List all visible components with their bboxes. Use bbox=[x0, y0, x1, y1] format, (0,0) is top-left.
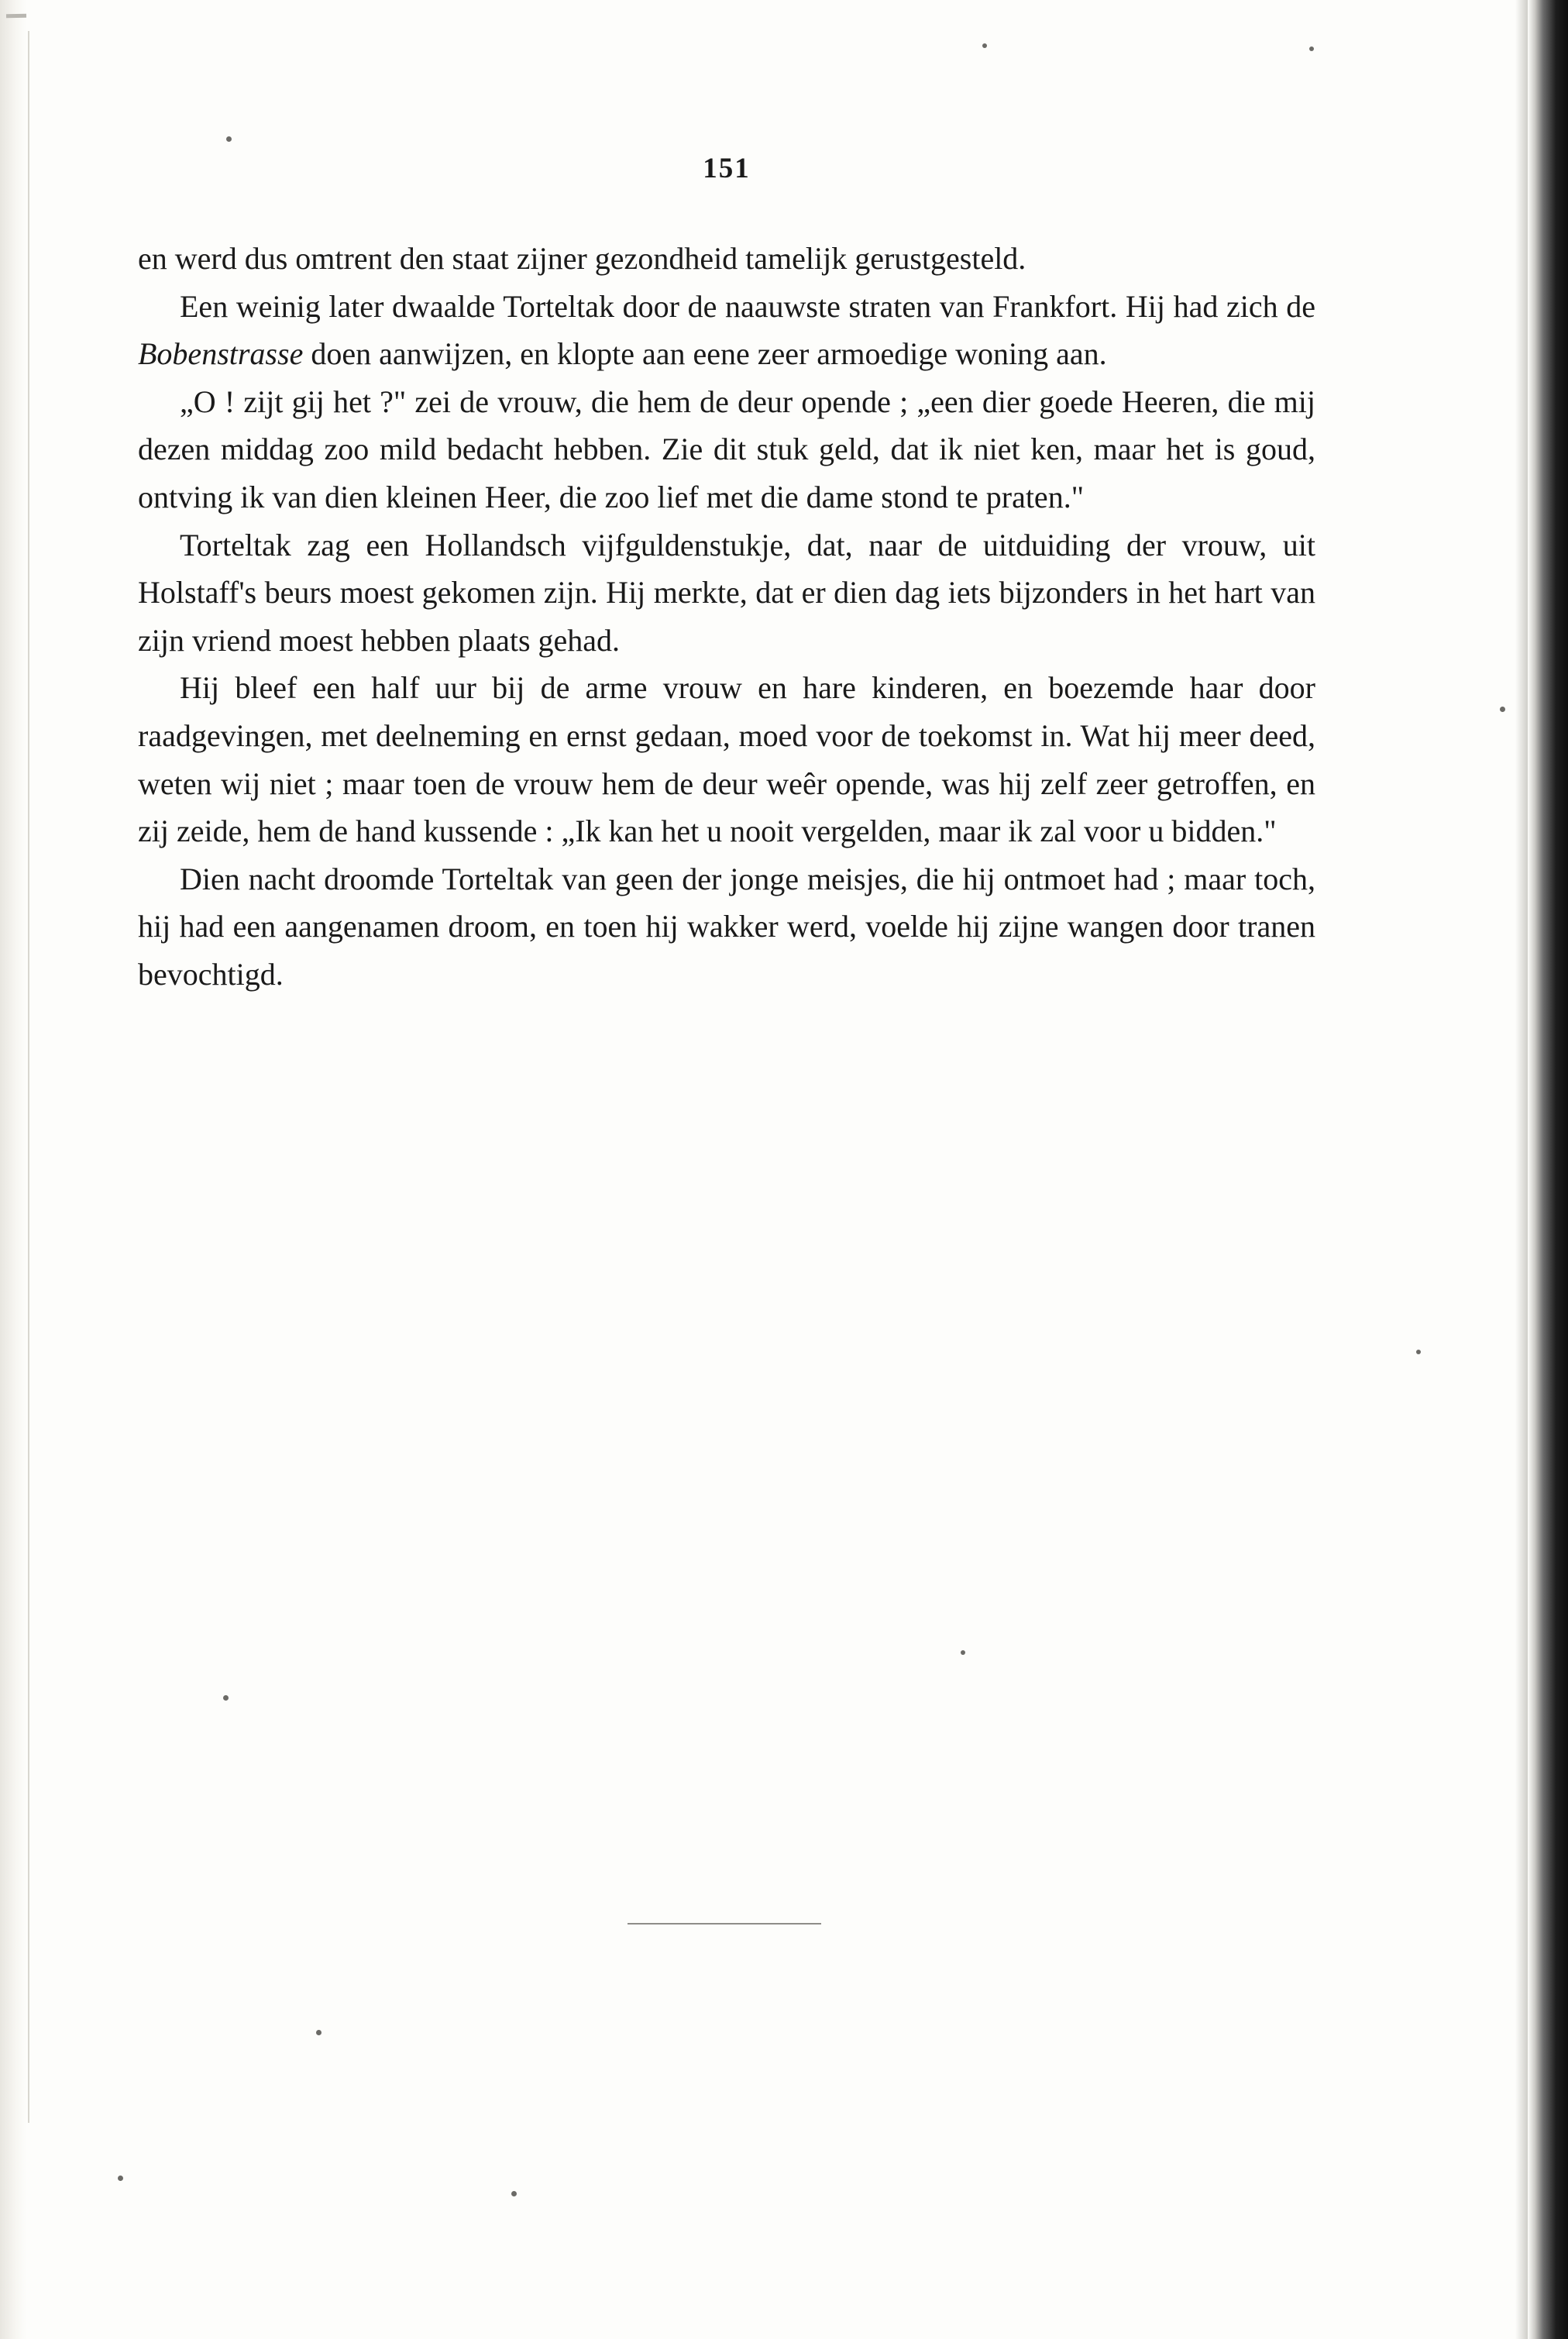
page-top-nick bbox=[6, 14, 26, 19]
section-divider-rule bbox=[628, 1923, 821, 1925]
scan-speck bbox=[511, 2191, 517, 2196]
paragraph-1: en werd dus omtrent den staat zijner gezondheid tamelijk gerustgesteld. bbox=[138, 241, 1026, 276]
page-left-edge-shadow bbox=[0, 0, 26, 2339]
paragraph-5: Hij bleef een half uur bij de arme vrouw en hare kinderen, en boezemde haar door raadgevingen, met deelneming en ernst gedaan, moed voor de toekomst in. Wat hij meer deed, weten wij niet ; maar toen de vrouw hem de deur weêr opende, was hij zelf zeer getroffen, en zij zeide, hem de hand kussende : „Ik kan het u nooit vergelden, maar ik zal voor u bidden." bbox=[138, 670, 1315, 849]
scan-speck bbox=[223, 1695, 229, 1701]
page-text-column bbox=[138, 152, 1315, 999]
paragraph-3: „O ! zijt gij het ?" zei de vrouw, die hem de deur opende ; „een dier goede Heeren, die mij dezen middag zoo mild bedacht hebben. Zie dit stuk geld, dat ik niet ken, maar het is goud, ontving ik van dien kleinen Heer, die zoo lief met die dame stond te praten." bbox=[138, 384, 1315, 514]
page-right-gradient bbox=[1515, 0, 1528, 2339]
scan-speck bbox=[961, 1650, 965, 1655]
page-number: 151 bbox=[703, 153, 751, 184]
scan-speck bbox=[1309, 46, 1314, 51]
scan-speck bbox=[982, 43, 987, 48]
scan-speck bbox=[118, 2176, 123, 2181]
paragraph-2: Een weinig later dwaalde Torteltak door de naauwste straten van Frankfort. Hij had zich de Bobenstrasse doen aanwijzen, en klopte aan eene zeer armoedige woning aan. bbox=[138, 288, 1315, 372]
scan-speck bbox=[316, 2030, 322, 2035]
scan-speck bbox=[1500, 707, 1505, 712]
scan-speck bbox=[226, 136, 232, 142]
italic-phrase: Bobenstrasse bbox=[138, 336, 304, 372]
paragraph-6: Dien nacht droomde Torteltak van geen der jonge meisjes, die hij ontmoet had ; maar toch, hij had een aangenamen droom, en toen hij wakker werd, voelde hij zijne wangen door tranen bevochtigd. bbox=[138, 861, 1315, 992]
page-left-binding-line bbox=[28, 31, 29, 2123]
page-right-edge-shadow bbox=[1528, 0, 1568, 2339]
scan-speck bbox=[1416, 1350, 1421, 1354]
paragraph-4: Torteltak zag een Hollandsch vijfguldenstukje, dat, naar de uitduiding der vrouw, uit Holstaff's beurs moest gekomen zijn. Hij merkte, dat er dien dag iets bijzonders in het hart van zijn vriend moest hebben plaats gehad. bbox=[138, 527, 1315, 658]
